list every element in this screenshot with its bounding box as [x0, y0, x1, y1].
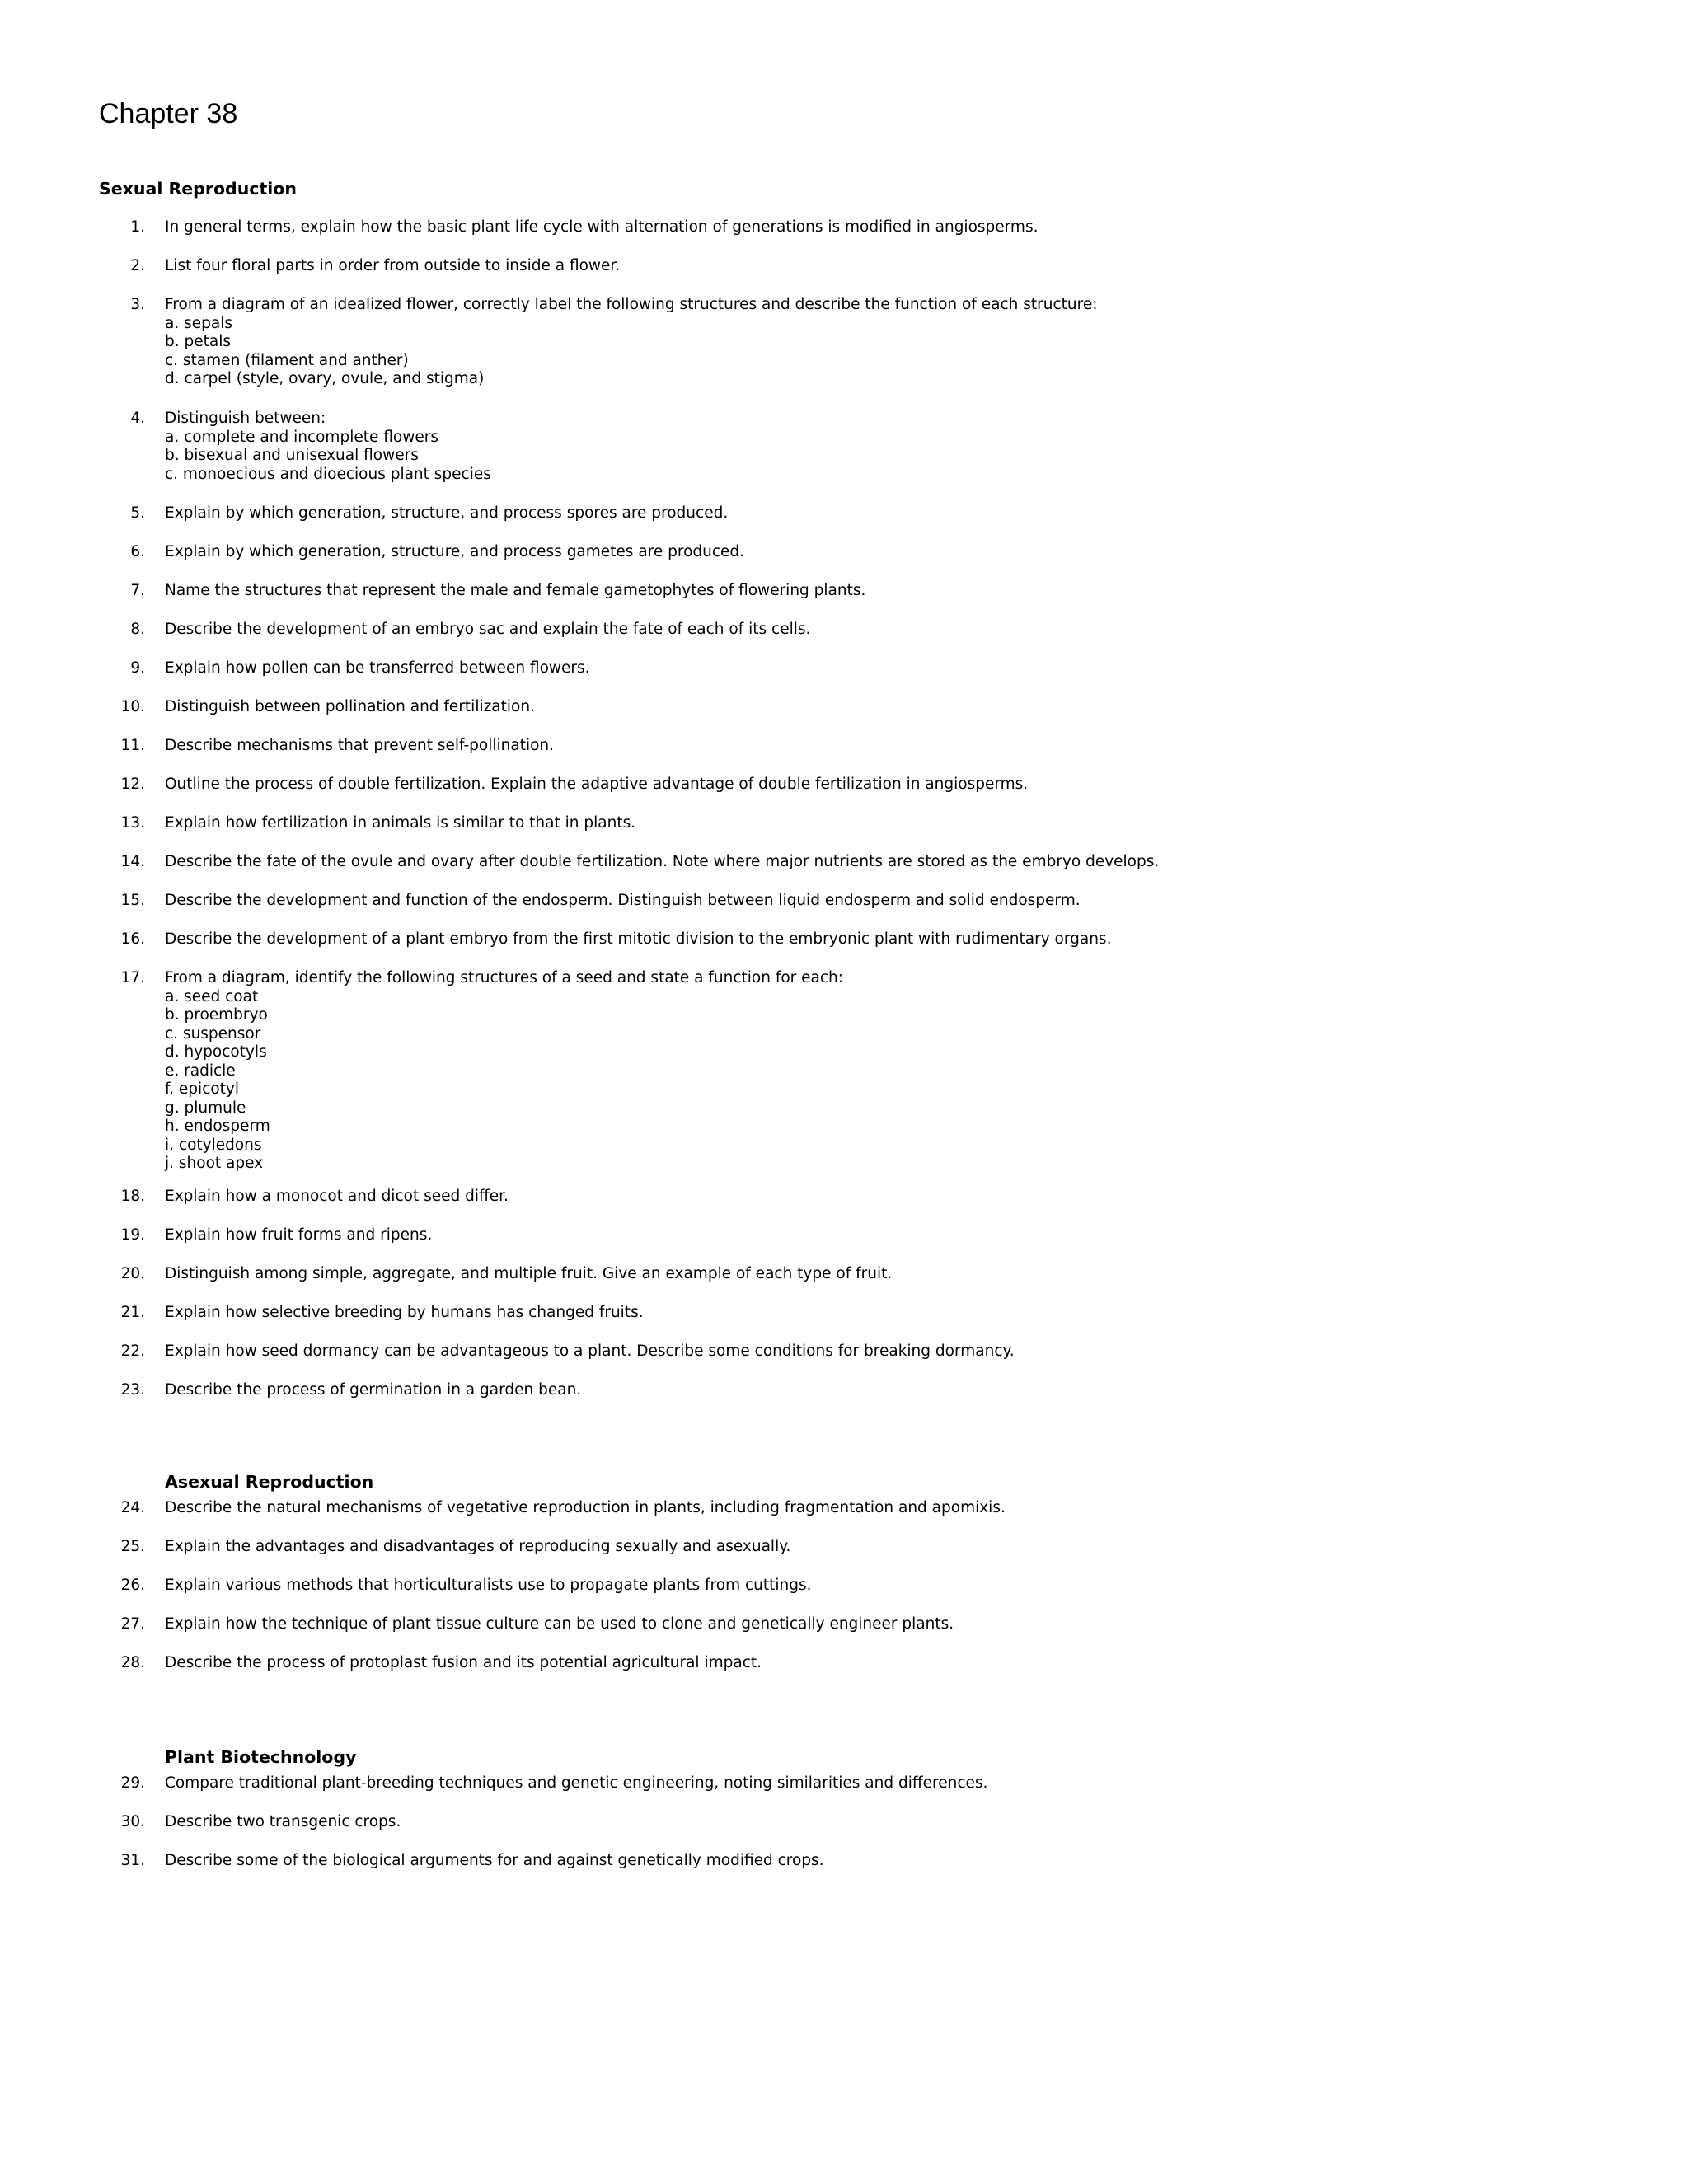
item-text: List four floral parts in order from outside to inside a flower.: [165, 257, 621, 274]
section-heading-plant-biotechnology: Plant Biotechnology: [165, 1747, 357, 1767]
item-subitem: a. complete and incomplete flowers: [165, 428, 438, 446]
item-text-block: [165, 410, 491, 484]
item-number: 16.: [120, 930, 145, 948]
item-number: 6.: [130, 543, 145, 560]
item-text: Explain how fertilization in animals is similar to that in plants.: [165, 814, 636, 832]
item-subitem: h. endosperm: [165, 1118, 270, 1135]
item-subitem: d. carpel (style, ovary, ovule, and stigma): [165, 370, 485, 387]
item-number: 19.: [120, 1226, 145, 1244]
item-number: 23.: [120, 1381, 145, 1399]
item-number: 8.: [130, 621, 145, 638]
item-text: Explain how fruit forms and ripens.: [165, 1226, 433, 1244]
item-text: Explain how selective breeding by humans has changed fruits.: [165, 1304, 644, 1321]
item-number: 31.: [120, 1852, 145, 1869]
item-text: Describe the process of germination in a garden bean.: [165, 1381, 582, 1399]
item-number: 15.: [120, 892, 145, 909]
item-text: Explain the advantages and disadvantages of reproducing sexually and asexually.: [165, 1538, 791, 1555]
item-subitem: a. sepals: [165, 314, 232, 332]
item-number: 18.: [120, 1188, 145, 1205]
item-subitem: b. bisexual and unisexual flowers: [165, 447, 419, 464]
item-subitem: a. seed coat: [165, 987, 259, 1005]
item-text: Describe the development of an embryo sac and explain the fate of each of its cells.: [165, 621, 811, 638]
item-number: 4.: [130, 410, 145, 427]
chapter-title: Chapter 38: [99, 98, 238, 129]
item-number: 3.: [130, 296, 145, 313]
item-text: Describe the development and function of the endosperm. Distinguish between liquid endosperm and solid endosperm.: [165, 892, 1081, 909]
item-number: 21.: [120, 1304, 145, 1321]
item-subitem: j. shoot apex: [165, 1155, 264, 1172]
item-subitem: g. plumule: [165, 1099, 246, 1117]
item-subitem: e. radicle: [165, 1062, 236, 1080]
item-subitem: c. stamen (filament and anther): [165, 351, 409, 369]
item-number: 20.: [120, 1265, 145, 1282]
item-number: 10.: [120, 698, 145, 715]
item-number: 14.: [120, 853, 145, 870]
item-text: From a diagram, identify the following structures of a seed and state a function for each:: [165, 969, 844, 987]
item-text-block: [165, 969, 843, 1174]
item-text: Name the structures that represent the male and female gametophytes of flowering plants.: [165, 582, 866, 599]
item-subitem: i. cotyledons: [165, 1136, 262, 1154]
item-text-block: [165, 296, 1097, 389]
item-number: 11.: [120, 737, 145, 754]
item-number: 17.: [120, 969, 145, 987]
item-number: 24.: [120, 1499, 145, 1516]
item-subitem: d. hypocotyls: [165, 1043, 267, 1061]
item-text: From a diagram of an idealized flower, correctly label the following structures and describe the function of each structure:: [165, 296, 1098, 313]
item-text: Describe the natural mechanisms of vegetative reproduction in plants, including fragmentation and apomixis.: [165, 1499, 1006, 1516]
item-text: Describe the fate of the ovule and ovary after double fertilization. Note where major nutrients are stored as the embryo develops.: [165, 853, 1160, 870]
item-text: Explain how a monocot and dicot seed differ.: [165, 1188, 509, 1205]
item-text: In general terms, explain how the basic plant life cycle with alternation of generations is modified in angiosperms.: [165, 218, 1039, 236]
item-text: Outline the process of double fertilization. Explain the adaptive advantage of double fertilization in angiosperms.: [165, 776, 1029, 793]
item-text: Compare traditional plant-breeding techniques and genetic engineering, noting similarities and differences.: [165, 1774, 988, 1792]
item-text: Explain how seed dormancy can be advantageous to a plant. Describe some conditions for breaking dormancy.: [165, 1343, 1015, 1360]
item-text: Describe two transgenic crops.: [165, 1813, 401, 1830]
item-number: 12.: [120, 776, 145, 793]
item-number: 26.: [120, 1577, 145, 1594]
item-number: 13.: [120, 814, 145, 832]
item-subitem: f. epicotyl: [165, 1080, 240, 1098]
item-text: Distinguish between:: [165, 410, 326, 427]
item-number: 28.: [120, 1654, 145, 1671]
item-number: 25.: [120, 1538, 145, 1555]
item-number: 2.: [130, 257, 145, 274]
item-number: 27.: [120, 1615, 145, 1633]
section-heading-sexual-reproduction: Sexual Reproduction: [99, 179, 297, 199]
item-text: Describe some of the biological arguments for and against genetically modified crops.: [165, 1852, 824, 1869]
item-text: Describe the development of a plant embryo from the first mitotic division to the embryonic plant with rudimentary organs.: [165, 930, 1112, 948]
item-subitem: b. proembryo: [165, 1006, 268, 1024]
section-heading-asexual-reproduction: Asexual Reproduction: [165, 1472, 374, 1492]
item-number: 5.: [130, 504, 145, 522]
item-text: Distinguish between pollination and fertilization.: [165, 698, 535, 715]
item-number: 29.: [120, 1774, 145, 1792]
item-text: Distinguish among simple, aggregate, and multiple fruit. Give an example of each type of fruit.: [165, 1265, 893, 1282]
item-text: Explain how the technique of plant tissue culture can be used to clone and genetically engineer plants.: [165, 1615, 954, 1633]
item-text: Describe the process of protoplast fusion and its potential agricultural impact.: [165, 1654, 762, 1671]
item-number: 22.: [120, 1343, 145, 1360]
item-text: Explain by which generation, structure, and process gametes are produced.: [165, 543, 745, 560]
item-number: 9.: [130, 659, 145, 677]
item-text: Describe mechanisms that prevent self-pollination.: [165, 737, 555, 754]
item-text: Explain various methods that horticulturalists use to propagate plants from cuttings.: [165, 1577, 812, 1594]
item-text: Explain by which generation, structure, and process spores are produced.: [165, 504, 729, 522]
item-subitem: c. monoecious and dioecious plant species: [165, 465, 491, 483]
item-subitem: b. petals: [165, 333, 231, 350]
item-number: 7.: [130, 582, 145, 599]
item-number: 30.: [120, 1813, 145, 1830]
item-subitem: c. suspensor: [165, 1024, 261, 1043]
item-text: Explain how pollen can be transferred between flowers.: [165, 659, 590, 677]
item-number: 1.: [130, 218, 145, 236]
